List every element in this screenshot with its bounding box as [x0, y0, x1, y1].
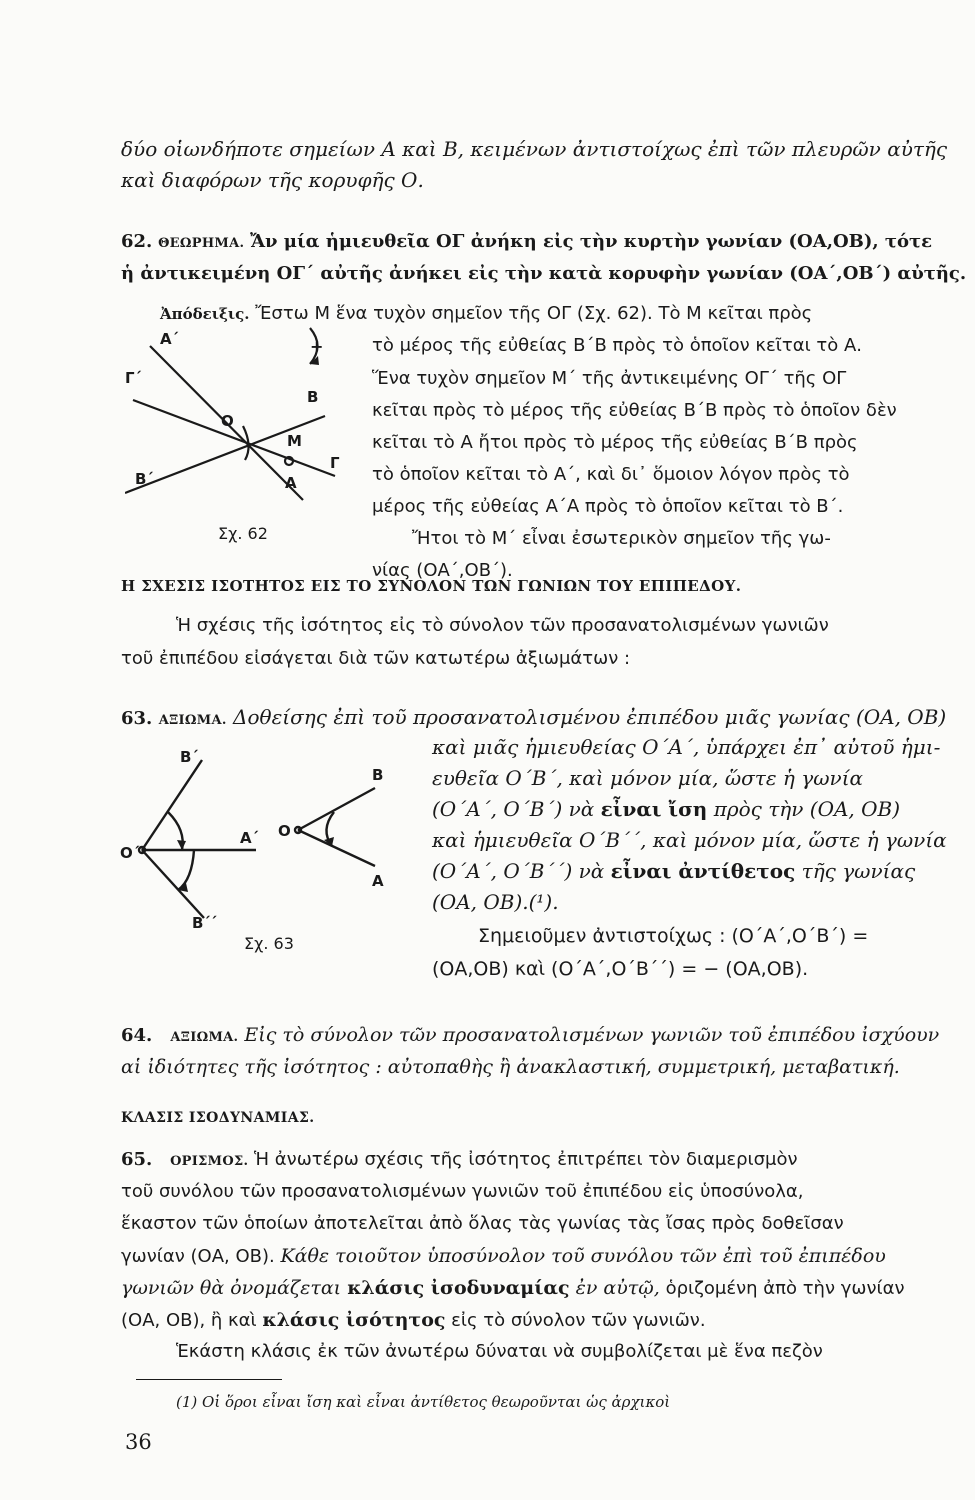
theorem-62-line-2: ἡ ἀντικειμένη ΟΓ΄ αὐτῆς ἀνήκει εἰς τὴν κατὰ κορυφὴν γωνίαν (ΟΑ΄,ΟΒ΄) αὐτῆς. [121, 263, 967, 284]
label-b: Β [307, 388, 319, 406]
def-65-line-6a: (ΟΑ, ΟΒ), ἢ καὶ [121, 1310, 263, 1331]
proof-line-9: νίας (ΟΑ΄,ΟΒ΄). [372, 560, 513, 581]
label-b-prime: Β΄ [135, 470, 154, 488]
def-65-line-6c: εἰς τὸ σύνολον τῶν γωνιῶν. [445, 1310, 706, 1331]
label-o-prime: Ο΄ [120, 844, 140, 862]
figure-63-caption: Σχ. 63 [244, 934, 294, 953]
figure-63 [120, 740, 420, 950]
axiom-63-line-5: καὶ ἡμιευθεῖα Ο΄Β΄΄, καὶ μόνον μία, ὥστε ἡ γωνία [432, 828, 947, 852]
def-65-text-1: Ἡ ἀνωτέρω σχέσις τῆς ἰσότητος ἐπιτρέπει τὸν διαμερισμὸν [254, 1149, 798, 1170]
def-65-line-5 [121, 1274, 905, 1303]
def-65-equality-class: κλάσις ἰσότητος [262, 1309, 446, 1331]
axiom-64-line-1 [121, 1021, 939, 1052]
section-heading: Η ΣΧΕΣΙΣ ΙΣΟΤΗΤΟΣ ΕΙΣ ΤΟ ΣΥΝΟΛΟΝ ΤΩΝ ΓΩΝΙΩΝ ΤΟΥ ΕΠΙΠΕΔΟΥ. [121, 577, 742, 595]
ray-o-a [298, 830, 375, 866]
axiom-63-line-6c: τῆς γωνίας [795, 859, 916, 883]
proof-label: Ἀπόδειξις. [160, 305, 250, 323]
def-65-line-5d: ὁριζομένη ἀπὸ τὴν γωνίαν [659, 1278, 905, 1299]
axiom-63-equal: εἶναι ἴση [600, 797, 708, 821]
section-intro-line-2: τοῦ ἐπιπέδου εἰσάγεται διὰ τῶν κατωτέρω ἀξιωμάτων : [121, 648, 631, 669]
label-a-63: Α [372, 872, 384, 890]
arrow-upper [177, 840, 186, 850]
theorem-number: 62. [121, 231, 153, 252]
theorem-62-line-1 [121, 228, 932, 258]
def-65-heading: ΟΡΙΣΜΟΣ. [170, 1154, 249, 1169]
line-g-prime-g [133, 400, 335, 476]
def-65-line-2: τοῦ συνόλου τῶν προσανατολισμένων γωνιῶν τοῦ ἐπιπέδου εἰς ὑποσύνολα, [121, 1181, 804, 1202]
axiom-64-heading: ΑΞΙΩΜΑ. [170, 1030, 239, 1045]
axiom-64-text-1: Εἰς τὸ σύνολον τῶν προσανατολισμένων γωνιῶν τοῦ ἐπιπέδου ἰσχύουν [244, 1024, 940, 1046]
label-m: Μ [287, 432, 302, 450]
ray-o-prime-b-dprime [142, 850, 204, 918]
footnote: (1) Οἱ ὅροι εἶναι ἴση καὶ εἶναι ἀντίθετος θεωροῦνται ὡς ἀρχικοὶ [176, 1393, 671, 1411]
proof-line-8: Ἤτοι τὸ Μ΄ εἶναι ἐσωτερικὸν σημεῖον τῆς γω- [412, 528, 831, 549]
intro-line-2: καὶ διαφόρων τῆς κορυφῆς Ο. [121, 168, 424, 192]
classes-heading: ΚΛΑΣΙΣ ΙΣΟΔΥΝΑΜΙΑΣ. [121, 1110, 315, 1126]
axiom-63-line-6a: (Ο΄Α΄, Ο΄Β΄΄) νὰ [432, 859, 611, 883]
def-65-number: 65. [121, 1149, 153, 1170]
label-g-prime: Γ΄ [125, 369, 142, 387]
proof-text-0: Ἔστω Μ ἕνα τυχὸν σημεῖον τῆς ΟΓ (Σχ. 62). Τὸ Μ κεῖται πρὸς [255, 303, 813, 324]
axiom-63-line-6 [432, 857, 915, 885]
axiom-64-number: 64. [121, 1025, 153, 1046]
axiom-63-line-1 [121, 703, 946, 735]
axiom-63-number: 63. [121, 708, 153, 729]
label-plus: + [310, 337, 324, 356]
axiom-63-note-2: (ΟΑ,ΟΒ) καὶ (Ο΄Α΄,Ο΄Β΄΄) = − (ΟΑ,ΟΒ). [432, 958, 809, 980]
axiom-63-heading: ΑΞΙΩΜΑ. [158, 713, 227, 728]
proof-line-5: κεῖται τὸ Α ἤτοι πρὸς τὸ μέρος τῆς εὐθείας Β΄Β πρὸς [372, 432, 858, 453]
proof-line-4: κεῖται πρὸς τὸ μέρος τῆς εὐθείας Β΄Β πρὸς τὸ ὁποῖον δὲν [372, 400, 897, 421]
axiom-63-line-4 [432, 795, 900, 823]
section-intro-line-1: Ἡ σχέσις τῆς ἰσότητος εἰς τὸ σύνολον τῶν προσανατολισμένων γωνιῶν [176, 615, 829, 636]
axiom-63-line-4c: πρὸς τὴν (ΟΑ, ΟΒ) [707, 797, 901, 821]
figure-62 [125, 318, 355, 548]
ray-o-b [298, 788, 375, 830]
def-65-line-4 [121, 1242, 886, 1271]
label-a: Α [285, 474, 297, 492]
page-number: 36 [125, 1430, 152, 1454]
def-65-line-4a: γωνίαν (ΟΑ, ΟΒ). [121, 1246, 281, 1267]
def-65-equivalence-class: κλάσις ἰσοδυναμίας [347, 1277, 570, 1299]
label-o: Ο [221, 412, 234, 430]
axiom-64-line-2: αἱ ἰδιότητες τῆς ἰσότητος : αὐτοπαθὴς ἢ ἀνακλαστική, συμμετρική, μεταβατική. [121, 1056, 900, 1078]
label-b-dprime: Β΄΄ [192, 914, 217, 932]
label-a-prime: Α΄ [160, 330, 179, 348]
ray-o-prime-b-prime [142, 760, 202, 850]
theorem-text-1: Ἄν μία ἡμιευθεῖα ΟΓ ἀνήκη εἰς τὴν κυρτὴν γωνίαν (ΟΑ,ΟΒ), τότε [250, 231, 933, 252]
label-b-prime-63: Β΄ [180, 748, 199, 766]
label-b-63: Β [372, 766, 384, 784]
axiom-63-text-1: Δοθείσης ἐπὶ τοῦ προσανατολισμένου ἐπιπέδου μιᾶς γωνίας (ΟΑ, ΟΒ) [233, 705, 947, 729]
axiom-63-line-4a: (Ο΄Α΄, Ο΄Β΄) νὰ [432, 797, 601, 821]
proof-line-7: μέρος τῆς εὐθείας Α΄Α πρὸς τὸ ὁποῖον κεῖται τὸ Β΄. [372, 496, 844, 517]
def-65-line-5a: γωνιῶν θὰ ὀνομάζεται [121, 1277, 348, 1299]
theorem-heading: ΘΕΩΡΗΜΑ. [158, 236, 245, 251]
def-65-line-5c: ἐν αὐτῷ, [569, 1277, 660, 1299]
proof-line-2: τὸ μέρος τῆς εὐθείας Β΄Β πρὸς τὸ ὁποῖον κεῖται τὸ Α. [372, 335, 862, 356]
axiom-63-note-1: Σημειοῦμεν ἀντιστοίχως : (Ο΄Α΄,Ο΄Β΄) = [478, 925, 869, 947]
axiom-63-opposite: εἶναι ἀντίθετος [610, 859, 796, 883]
axiom-63-line-7: (ΟΑ, ΟΒ).(¹). [432, 890, 559, 914]
label-o-63: Ο [278, 822, 291, 840]
proof-line-6: τὸ ὁποῖον κεῖται τὸ Α΄, καὶ δι᾿ ὅμοιον λόγον πρὸς τὸ [372, 464, 850, 485]
def-65-line-1 [121, 1146, 798, 1176]
label-a-prime-63: Α΄ [240, 829, 259, 847]
def-65-line-4b: Κάθε τοιοῦτον ὑποσύνολον τοῦ συνόλου τῶν ἐπὶ τοῦ ἐπιπέδου [280, 1245, 886, 1267]
def-65-line-3: ἕκαστον τῶν ὁποίων ἀποτελεῖται ἀπὸ ὅλας τὰς γωνίας τὰς ἴσας πρὸς δοθεῖσαν [121, 1213, 844, 1234]
intro-line-1: δύο οἱωνδήποτε σημείων Α καὶ Β, κειμένων ἀντιστοίχως ἐπὶ τῶν πλευρῶν αὐτῆς [121, 137, 948, 161]
footnote-rule [136, 1379, 282, 1380]
axiom-63-line-2: καὶ μιᾶς ἡμιευθείας Ο΄Α΄, ὑπάρχει ἐπ᾿ αὐτοῦ ἡμι- [432, 735, 941, 759]
label-g: Γ [330, 454, 340, 472]
def-65-line-6 [121, 1306, 706, 1335]
proof-line-3: Ἕνα τυχὸν σημεῖον Μ΄ τῆς ἀντικειμένης ΟΓ΄ τῆς ΟΓ [372, 368, 847, 389]
def-65-line-7: Ἑκάστη κλάσις ἐκ τῶν ἀνωτέρω δύναται νὰ συμβολίζεται μὲ ἕνα πεζὸν [176, 1341, 823, 1362]
axiom-63-line-3: ευθεῖα Ο΄Β΄, καὶ μόνον μία, ὥστε ἡ γωνία [432, 766, 864, 790]
figure-62-caption: Σχ. 62 [218, 524, 268, 543]
